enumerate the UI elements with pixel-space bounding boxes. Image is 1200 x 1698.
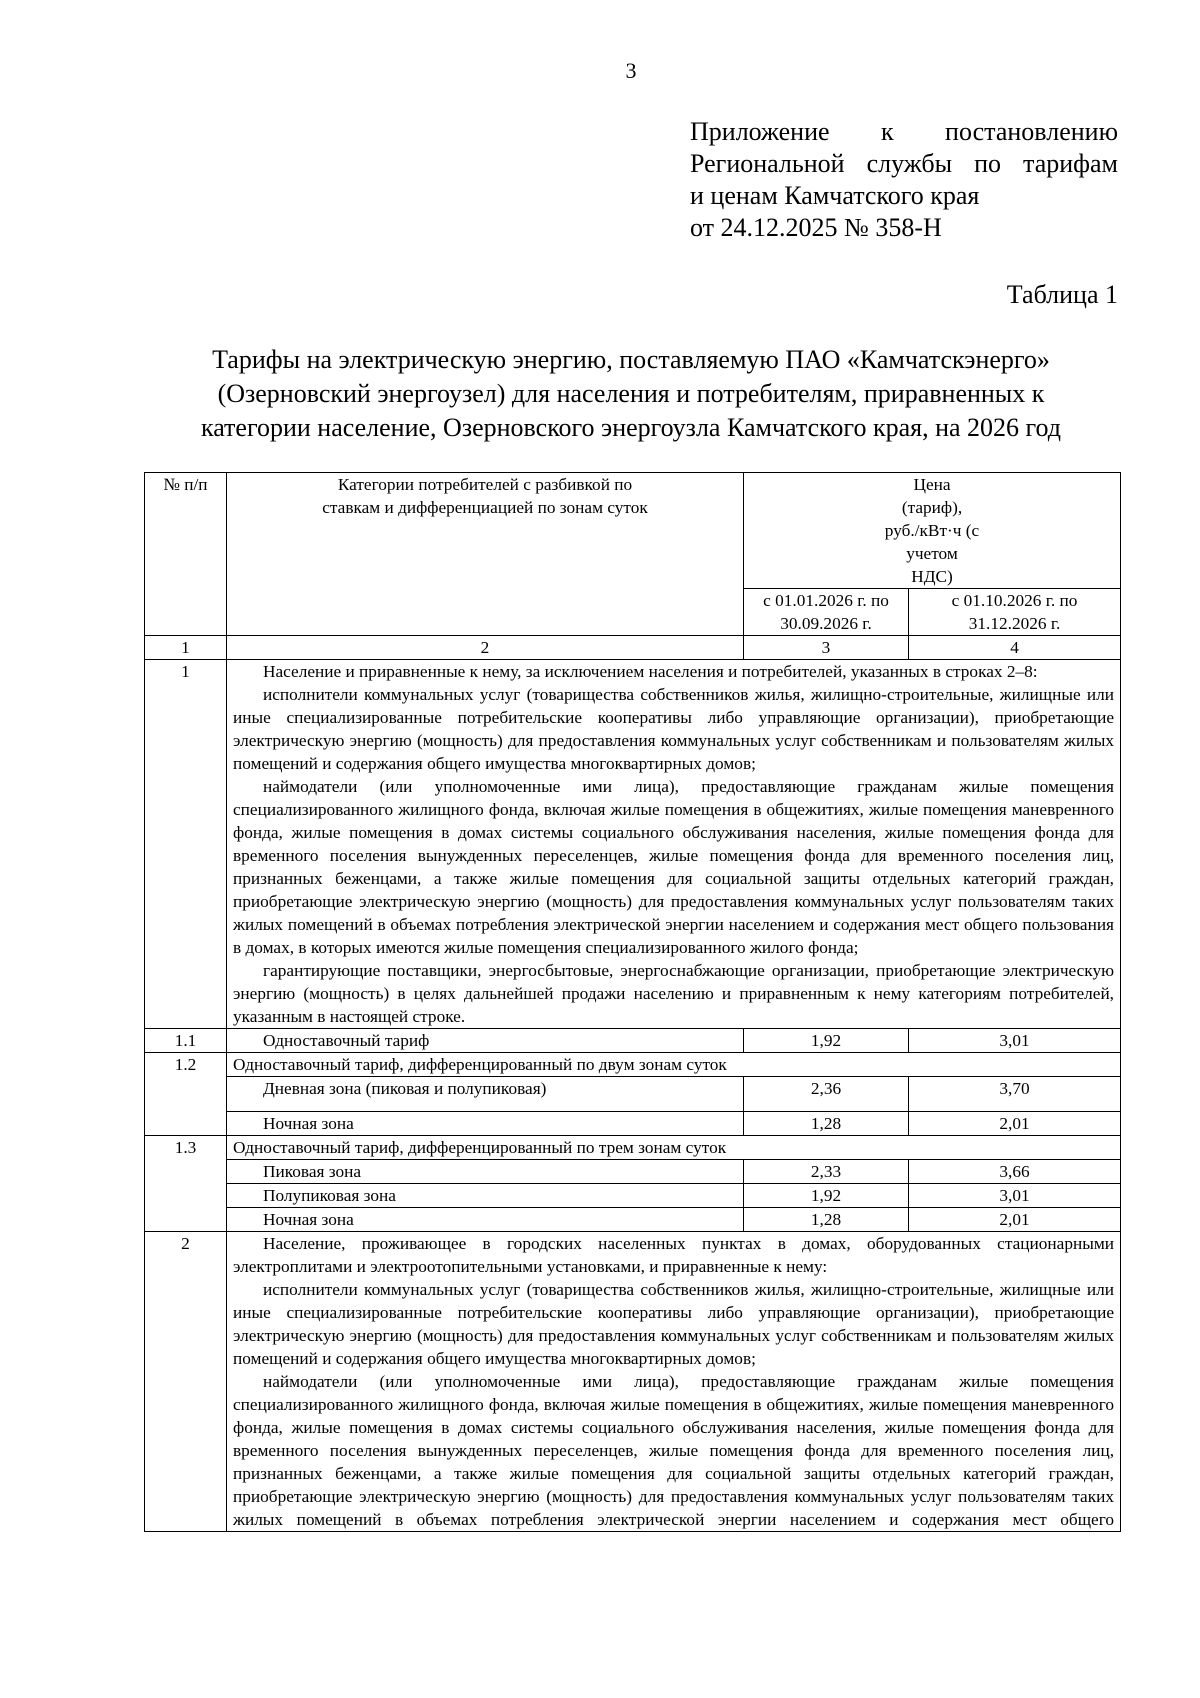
- table-row: [145, 1160, 1121, 1184]
- appendix-line: и ценам Камчатского края: [690, 181, 980, 210]
- tariff-label: Одноставочный тариф: [227, 1029, 744, 1053]
- category-paragraph: гарантирующие поставщики, энергосбытовые, энергоснабжающие организации, приобретающие электрическую энергию (мощность) в целях дальнейшей продажи населению и приравненным к нему категориям потребителей, указанным в настоящей строке.: [233, 961, 1115, 1026]
- zone-label: Дневная зона (пиковая и полупиковая): [227, 1077, 744, 1112]
- category-title: Население, проживающее в городских населенных пунктах в домах, оборудованных стационарными электроплитами и электроотопительными установками, и приравненные к нему:: [233, 1234, 1115, 1276]
- row-number: 1.1: [145, 1029, 227, 1053]
- page-number: 3: [625, 58, 637, 83]
- tariff-value: 3,01: [909, 1029, 1121, 1053]
- tariff-value: 2,01: [909, 1208, 1121, 1232]
- appendix-block: [690, 116, 1118, 244]
- title-line: категории население, Озерновского энергоузла Камчатского края, на 2026 год: [200, 413, 1062, 442]
- tariff-value: 2,01: [909, 1112, 1121, 1136]
- table-row: [145, 660, 1121, 1029]
- table-row: [145, 1184, 1121, 1208]
- column-number: 1: [145, 636, 227, 660]
- appendix-line: Приложение к постановлению: [690, 117, 1118, 146]
- category-paragraph: наймодатели (или уполномоченные ими лица), предоставляющие гражданам жилые помещения специализированного жилищного фонда, включая жилые помещения в общежитиях, жилые помещения маневренного фонда, жилые помещения в домах системы социального обслуживания населения, жилые помещения фонда для временного поселения вынужденных переселенцев, жилые помещения фонда для временного поселения лиц, признанных беженцами, а также жилые помещения для социальной защиты отдельных категорий граждан, приобретающие электрическую энергию (мощность) для предоставления коммунальных услуг пользователям таких жилых помещений в объемах потребления электрической энергии населением и содержания мест общего: [233, 1372, 1115, 1529]
- column-number: 3: [744, 636, 909, 660]
- tariff-value: 1,92: [744, 1184, 909, 1208]
- row-number: 1.3: [145, 1136, 227, 1232]
- column-number: 2: [227, 636, 744, 660]
- row-number: 2: [145, 1232, 227, 1532]
- category-title: Население и приравненные к нему, за исключением населения и потребителей, указанных в строках 2–8:: [263, 662, 1038, 681]
- row-number: 1: [145, 660, 227, 1029]
- table-row: [145, 1136, 1121, 1160]
- header-period-2: с 01.10.2026 г. по 31.12.2026 г.: [909, 589, 1121, 636]
- category-description: [227, 660, 1121, 1029]
- title-line: (Озерновский энергоузел) для населения и потребителям, приравненных к: [217, 379, 1045, 408]
- appendix-line: от 24.12.2025 № 358-Н: [690, 213, 942, 242]
- tariff-value: 3,01: [909, 1184, 1121, 1208]
- tariff-group-label: Одноставочный тариф, дифференцированный по трем зонам суток: [227, 1136, 1121, 1160]
- table-row: [145, 1232, 1121, 1532]
- tariff-value: 1,92: [744, 1029, 909, 1053]
- header-category: Категории потребителей с разбивкой по ставкам и дифференциацией по зонам суток: [227, 473, 744, 636]
- column-number-row: [145, 636, 1121, 660]
- tariff-value: 3,70: [909, 1077, 1121, 1112]
- header-period-1: с 01.01.2026 г. по 30.09.2026 г.: [744, 589, 909, 636]
- table-header-row: [145, 473, 1121, 589]
- title-line: Тарифы на электрическую энергию, поставляемую ПАО «Камчатскэнерго»: [212, 345, 1050, 374]
- appendix-line: Региональной службы по тарифам: [690, 149, 1118, 178]
- tariff-value: 1,28: [744, 1112, 909, 1136]
- category-paragraph: наймодатели (или уполномоченные ими лица), предоставляющие гражданам жилые помещения специализированного жилищного фонда, включая жилые помещения в общежитиях, жилые помещения маневренного фонда, жилые помещения в домах системы социального обслуживания населения, жилые помещения фонда для временного поселения вынужденных переселенцев, жилые помещения фонда для временного поселения лиц, признанных беженцами, а также жилые помещения для социальной защиты отдельных категорий граждан, приобретающие электрическую энергию (мощность) для предоставления коммунальных услуг пользователям таких жилых помещений в объемах потребления электрической энергии населением и содержания мест общего пользования в домах, в которых имеются жилые помещения специализированного жилого фонда;: [233, 777, 1115, 957]
- table-label: Таблица 1: [1006, 280, 1118, 309]
- table-row: [145, 1208, 1121, 1232]
- row-number: 1.2: [145, 1053, 227, 1136]
- category-paragraph: исполнители коммунальных услуг (товарищества собственников жилья, жилищно-строительные, жилищные или иные специализированные потребительские кооперативы либо управляющие организации), приобретающие электрическую энергию (мощность) для предоставления коммунальных услуг собственникам и пользователям жилых помещений и содержания общего имущества многоквартирных домов;: [233, 1280, 1115, 1368]
- table-row: [145, 1029, 1121, 1053]
- column-number: 4: [909, 636, 1121, 660]
- table-row: [145, 1053, 1121, 1077]
- header-num: № п/п: [145, 473, 227, 636]
- table-row: [145, 1112, 1121, 1136]
- tariff-value: 2,33: [744, 1160, 909, 1184]
- category-description: [227, 1232, 1121, 1532]
- header-price: Цена (тариф), руб./кВт·ч (с учетом НДС): [744, 473, 1121, 589]
- tariff-value: 3,66: [909, 1160, 1121, 1184]
- tariff-group-label: Одноставочный тариф, дифференцированный по двум зонам суток: [227, 1053, 1121, 1077]
- document-title: [140, 343, 1122, 445]
- table-row: [145, 1077, 1121, 1112]
- zone-label: Пиковая зона: [227, 1160, 744, 1184]
- zone-label: Полупиковая зона: [227, 1184, 744, 1208]
- tariff-value: 1,28: [744, 1208, 909, 1232]
- zone-label: Ночная зона: [227, 1112, 744, 1136]
- zone-label: Ночная зона: [227, 1208, 744, 1232]
- tariff-table: [144, 472, 1121, 1532]
- tariff-value: 2,36: [744, 1077, 909, 1112]
- category-paragraph: исполнители коммунальных услуг (товарищества собственников жилья, жилищно-строительные, жилищные или иные специализированные потребительские кооперативы либо управляющие организации), приобретающие электрическую энергию (мощность) для предоставления коммунальных услуг собственникам и пользователям жилых помещений и содержания общего имущества многоквартирных домов;: [233, 685, 1115, 773]
